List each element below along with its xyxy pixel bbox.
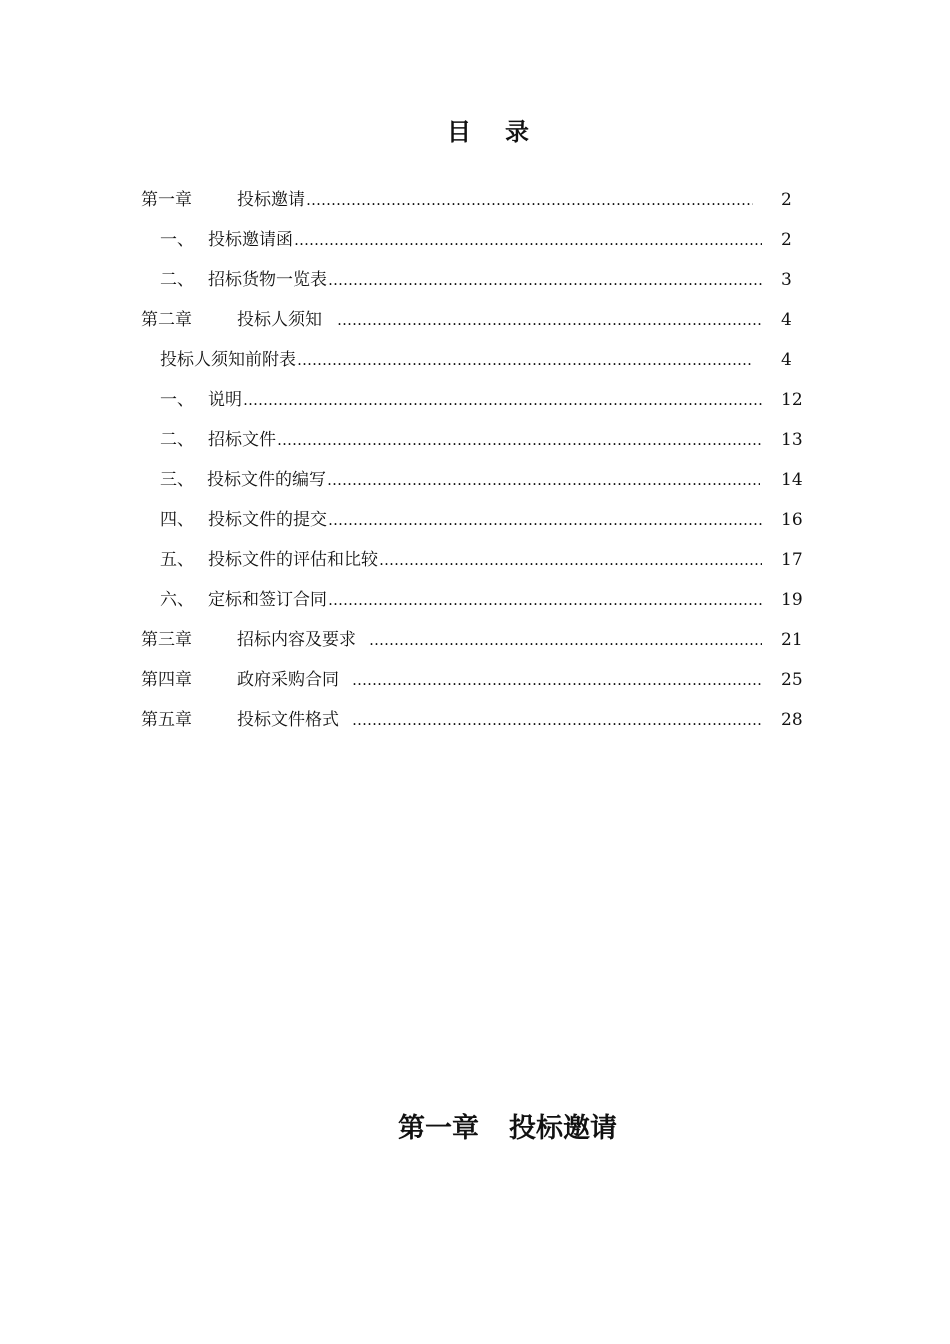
toc-entry-page: 13 (781, 430, 803, 450)
toc-entry-label: 定标和签订合同 (208, 590, 327, 610)
toc-entry-number: 第五章 (141, 710, 192, 730)
toc-entry-number: 一、 (160, 390, 194, 410)
toc-leader-dots (369, 620, 762, 660)
toc-entry-number: 第二章 (141, 310, 192, 330)
toc-title: 目录 (447, 117, 563, 146)
toc-entry-page: 3 (781, 270, 792, 290)
toc-entry-label: 投标文件的编写 (207, 470, 326, 490)
toc-leader-dots (297, 340, 753, 380)
toc-entry-number: 五、 (160, 550, 194, 570)
toc-leader-dots (352, 700, 762, 740)
chapter-heading (398, 1106, 617, 1145)
toc-entry-number: 六、 (160, 590, 194, 610)
toc-leader-dots (328, 580, 762, 620)
toc-entry-label: 投标邀请函 (208, 230, 293, 250)
toc-entry-number: 四、 (160, 510, 194, 530)
chapter-title: 投标邀请 (509, 1113, 617, 1144)
toc-entry-number: 第四章 (141, 670, 192, 690)
toc-entry-number: 一、 (160, 230, 194, 250)
toc-leader-dots (379, 540, 762, 580)
toc-entry-page: 4 (781, 350, 792, 370)
toc-leader-dots (327, 460, 760, 500)
toc-entry-label: 投标人须知 (237, 310, 322, 330)
toc-entry-page: 12 (781, 390, 803, 410)
toc-entry-label: 投标文件格式 (237, 710, 339, 730)
toc-entry-page: 19 (781, 590, 803, 610)
toc-leader-dots (306, 180, 753, 220)
toc-entry-number: 三、 (160, 470, 194, 490)
toc-leader-dots (294, 220, 762, 260)
toc-entry-label: 投标文件的提交 (208, 510, 327, 530)
toc-entry-number: 第一章 (141, 190, 192, 210)
toc-entry-label: 投标文件的评估和比较 (208, 550, 378, 570)
toc-entry-label: 说明 (208, 390, 242, 410)
toc-leader-dots (352, 660, 762, 700)
toc-entry-page: 21 (781, 630, 803, 650)
toc-leader-dots (337, 300, 762, 340)
toc-entry-label: 招标文件 (208, 430, 276, 450)
toc-entry-page: 17 (781, 550, 803, 570)
toc-entry-label: 招标内容及要求 (237, 630, 356, 650)
toc-entry-page: 2 (781, 230, 792, 250)
toc-entry-page: 2 (781, 190, 792, 210)
toc-leader-dots (243, 380, 762, 420)
toc-entry-label: 政府采购合同 (237, 670, 339, 690)
toc-entry-page: 16 (781, 510, 803, 530)
toc-entry-number: 二、 (160, 430, 194, 450)
toc-leader-dots (328, 260, 762, 300)
toc-entry-page: 25 (781, 670, 803, 690)
toc-entry-number: 第三章 (141, 630, 192, 650)
toc-leader-dots (277, 420, 762, 460)
toc-entry-number: 二、 (160, 270, 194, 290)
toc-entry-page: 14 (781, 470, 803, 490)
toc-entry-label: 招标货物一览表 (208, 270, 327, 290)
toc-entry-label: 投标邀请 (237, 190, 305, 210)
toc-entry-page: 4 (781, 310, 792, 330)
chapter-number: 第一章 (398, 1113, 479, 1144)
toc-leader-dots (328, 500, 762, 540)
toc-entry-label: 投标人须知前附表 (160, 350, 296, 370)
toc-entry-page: 28 (781, 710, 803, 730)
